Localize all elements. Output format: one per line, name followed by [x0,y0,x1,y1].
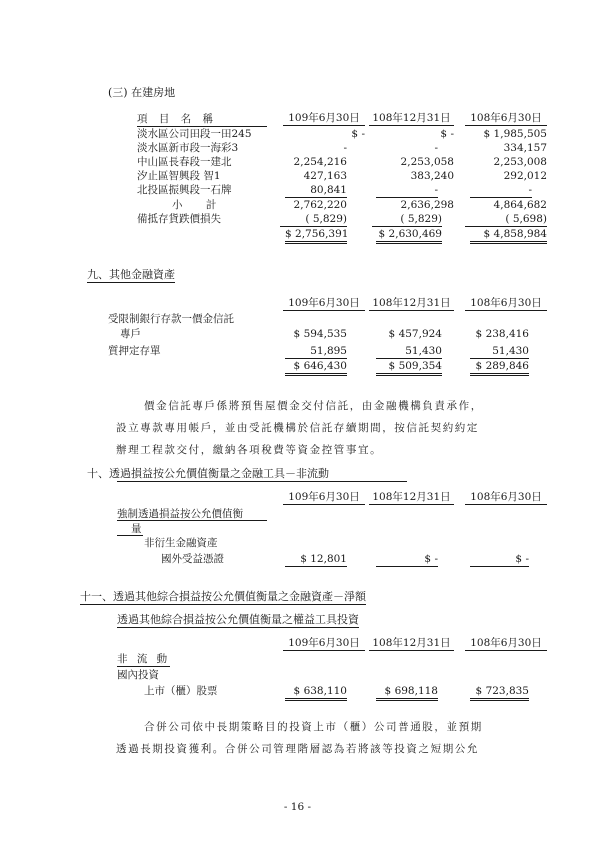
table-cell: 292,012 [503,170,547,182]
row-label-domestic-investment: 國內投資 [117,669,159,681]
table-cell: 2,636,298 [400,199,454,211]
section-title-fvtpl: 十、透過損益按公允價值衡量之金融工具－非流動 [87,467,329,480]
section-title-construction: (三) 在建房地 [108,86,176,99]
table-cell: 427,163 [303,170,347,182]
table-row-label: 中山區長春段一建北 [137,156,232,168]
table-cell: $ 12,801 [285,553,347,567]
table-cell: - [470,184,532,198]
label-underline [117,520,267,521]
allowance-label: 備抵存貨跌價損失 [137,213,221,225]
paragraph-line: 合併公司依中長期策略目的投資上市（櫃）公司普通股，並預期 [144,721,483,733]
title-underline [117,481,407,482]
table-cell: ( 5,698) [465,213,547,227]
subtotal-label: 小 計 [172,199,227,211]
total-cell: $ 289,846 [470,360,529,376]
table-cell: 2,762,220 [293,199,347,211]
paragraph-line: 辦理工程款交付，繳納各項稅費等資金控管事宜。 [116,444,383,456]
total-cell: $ 509,354 [376,360,442,376]
row-label-non-current: 非 流 動 [117,653,171,665]
table-cell: $ 698,118 [376,685,438,701]
row-label-pledged-deposits: 質押定存單 [108,345,161,357]
page-number: - 16 - [283,801,312,813]
table-cell: 2,253,058 [400,156,454,168]
row-label-listed-stocks: 上市（櫃）股票 [144,685,218,697]
col-header-name: 項 目 名 稱 [137,113,218,125]
table-cell: 2,253,008 [493,156,547,168]
table-cell: ( 5,829) [280,213,347,227]
row-label-mandatory-fvtpl-cont: 量 [131,523,142,535]
table-cell: - [434,142,438,154]
row-label-restricted-deposits-cont: 專戶 [120,328,141,340]
table-cell: $ 723,835 [470,685,529,701]
col-header-2019-06: 108年6月30日 [465,297,547,311]
table-row-label: 淡水區公司田段一田245 [137,128,252,140]
row-label-mandatory-fvtpl: 強制透過損益按公允價值衡 [117,508,243,520]
table-row-label: 北投區振興段一石牌 [137,184,232,196]
row-label-foreign-beneficiary-certs: 國外受益憑證 [161,553,224,565]
col-header-2020-06: 109年6月30日 [283,491,365,505]
table-cell: ( 5,829) [372,213,442,227]
table-row-label: 汐止區智興段 智1 [137,170,221,182]
section-subtitle-fvoci: 透過其他綜合損益按公允價值衡量之權益工具投資 [117,613,359,626]
col-header-2019-06: 108年6月30日 [465,491,547,505]
col-header-2020-06: 109年6月30日 [283,297,365,311]
section-title-fvoci: 十一、透過其他綜合損益按公允價值衡量之金融資產－淨額 [80,590,366,603]
table-cell: $ - [351,128,365,140]
table-cell: $ - [470,553,529,567]
total-cell: $ 4,858,984 [470,228,547,244]
table-row-label: 淡水區新市段一海彩3 [137,142,239,154]
table-cell: $ 638,110 [285,685,347,701]
row-label-non-derivative: 非衍生金融資產 [144,537,218,549]
col-header-2019-12: 108年12月31日 [369,112,454,126]
table-cell: $ 1,985,505 [483,128,547,140]
section-title-other-financial-assets: 九、其他金融資產 [87,268,175,281]
total-cell: $ 2,756,391 [285,228,347,244]
paragraph-line: 透過長期投資獲利。合併公司管理階層認為若將該等投資之短期公允 [116,743,479,755]
col-header-2020-06: 109年6月30日 [283,637,365,651]
col-header-2020-06: 109年6月30日 [283,112,365,126]
table-cell: 51,430 [470,345,529,359]
table-cell: $ - [440,128,454,140]
total-cell: $ 646,430 [285,360,347,376]
header-underline-name [137,126,267,127]
table-cell: - [376,184,438,198]
col-header-2019-12: 108年12月31日 [369,637,454,651]
table-cell: 4,864,682 [493,199,547,211]
paragraph-line: 設立專款專用帳戶，並由受託機構於信託存續期間，按信託契約約定 [116,422,479,434]
col-header-2019-06: 108年6月30日 [465,637,547,651]
table-cell: - [343,142,347,154]
table-cell: 80,841 [285,184,347,198]
col-header-2019-12: 108年12月31日 [369,297,454,311]
table-cell: 334,157 [503,142,547,154]
table-cell: 383,240 [410,170,454,182]
col-header-2019-12: 108年12月31日 [369,491,454,505]
row-label-restricted-deposits: 受限制銀行存款一價金信託 [108,313,234,325]
table-cell: $ - [376,553,438,567]
col-header-2019-06: 108年6月30日 [465,112,547,126]
table-cell: 2,254,216 [293,156,347,168]
table-cell: 51,430 [376,345,442,359]
table-cell: $ 594,535 [293,328,347,340]
table-cell: $ 457,924 [388,328,442,340]
table-cell: $ 238,416 [475,328,529,340]
table-cell: 51,895 [285,345,347,359]
paragraph-line: 價金信託專戶係將預售屋價金交付信託，由金融機構負責承作， [144,400,483,412]
total-cell: $ 2,630,469 [376,228,442,244]
label-underline [117,535,143,536]
